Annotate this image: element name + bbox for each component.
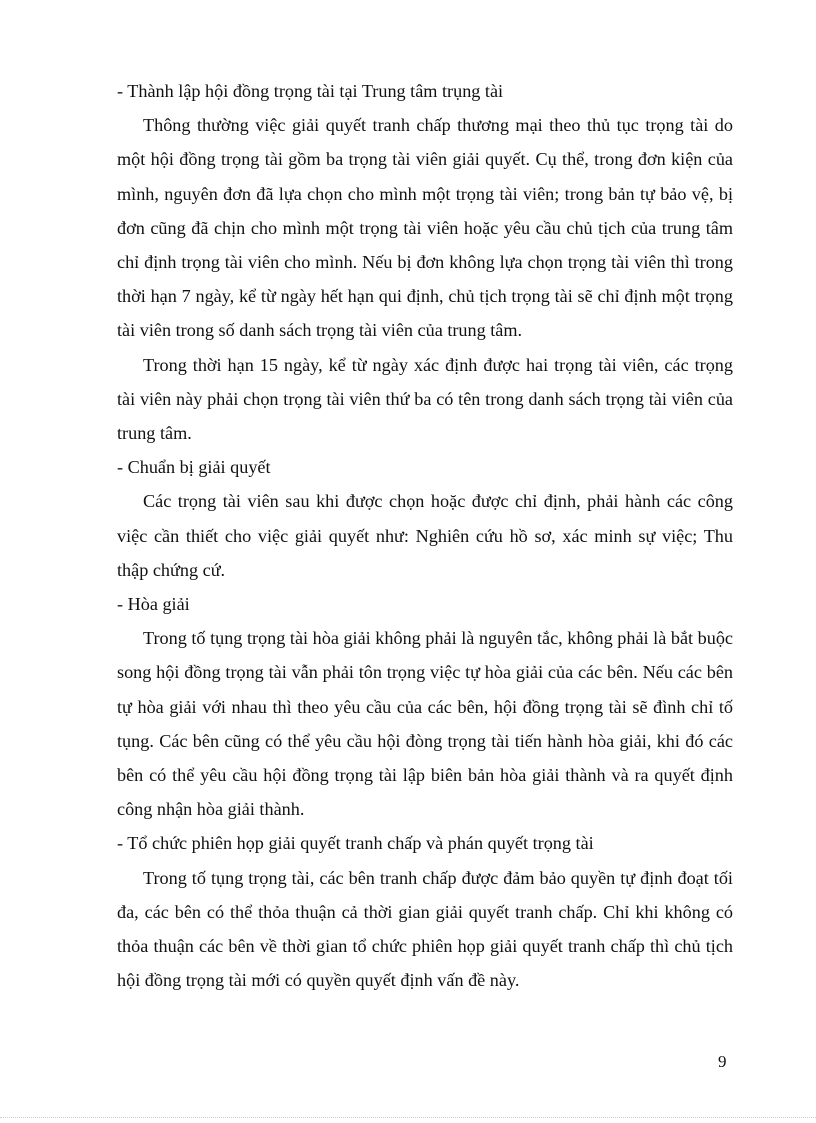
page-number: 9 [718, 1052, 727, 1071]
document-body [117, 74, 733, 997]
page-bottom-divider [0, 1117, 816, 1118]
paragraph-third-arbitrator: Trong thời hạn 15 ngày, kể từ ngày xác định được hai trọng tài viên, các trọng tài viên này phải chọn trọng tài viên thứ ba có tên trong danh sách trọng tài viên của trung tâm. [117, 354, 733, 444]
paragraph-tribunal-composition: Thông thường việc giải quyết tranh chấp thương mại theo thủ tục trọng tài do một hội đồng trọng tài gồm ba trọng tài viên giải quyết. Cụ thể, trong đơn kiện của mình, nguyên đơn đã lựa chọn cho mình một trọng tài viên; trong bản tự bảo vệ, bị đơn cũng đã chịn cho mình một trọng tài viên hoặc yêu cầu chủ tịch của trung tâm chỉ định trọng tài viên cho mình. Nếu bị đơn không lựa chọn trọng tài viên thì trong thời hạn 7 ngày, kể từ ngày hết hạn qui định, chủ tịch trọng tài sẽ chỉ định một trọng tài viên trong số danh sách trọng tài viên của trung tâm. [117, 115, 733, 341]
paragraph-conciliation: Trong tố tụng trọng tài hòa giải không phải là nguyên tắc, không phải là bắt buộc song hội đồng trọng tài vẫn phải tôn trọng việc tự hòa giải của các bên. Nếu các bên tự hòa giải với nhau thì theo yêu cầu của các bên, hội đồng trọng tài sẽ đình chỉ tố tụng. Các bên cũng có thể yêu cầu hội đòng trọng tài tiến hành hòa giải, khi đó các bên có thể yêu cầu hội đồng trọng tài lập biên bản hòa giải thành và ra quyết định công nhận hòa giải thành. [117, 628, 733, 820]
section-heading-hearing-award: - Tổ chức phiên họp giải quyết tranh chấp và phán quyết trọng tài [117, 833, 594, 854]
paragraph-preparation: Các trọng tài viên sau khi được chọn hoặc được chỉ định, phải hành các công việc cần thiết cho việc giải quyết như: Nghiên cứu hồ sơ, xác minh sự việc; Thu thập chứng cứ. [117, 491, 733, 580]
section-heading-conciliation: - Hòa giải [117, 594, 190, 615]
section-heading-establish-tribunal: - Thành lập hội đồng trọng tài tại Trung tâm trụng tài [117, 81, 504, 101]
paragraph-hearing-award: Trong tố tụng trọng tài, các bên tranh chấp được đảm bảo quyền tự định đoạt tối đa, các bên có thể thỏa thuận cả thời gian giải quyết tranh chấp. Chỉ khi không có thỏa thuận các bên về thời gian tổ chức phiên họp giải quyết tranh chấp thì chủ tịch hội đồng trọng tài mới có quyền quyết định vấn đề này. [117, 867, 733, 991]
section-heading-preparation: - Chuẩn bị giải quyết [117, 457, 271, 478]
